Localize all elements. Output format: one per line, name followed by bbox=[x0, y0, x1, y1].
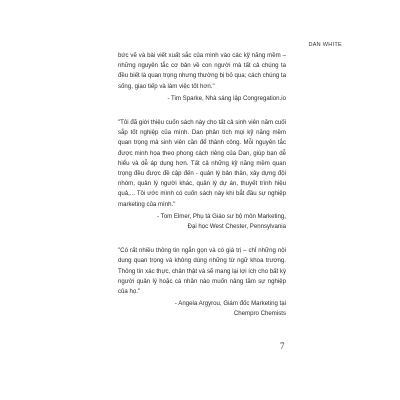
quote-attribution: - Angela Argyrou, Giám đốc Marketing tại bbox=[174, 300, 286, 308]
quote-block bbox=[118, 118, 286, 232]
quote-attribution: - Tim Sparke, Nhà sáng lập Congregation.io bbox=[167, 94, 286, 102]
quote-text: "Tôi đã giới thiệu cuốn sách này cho tất cả sinh viên năm cuối sắp tốt nghiệp của mình. Dan phân tích mọi kỹ năng mềm quan trọng mà sinh viên cần để thành công. Mỗi nguyên tắc được minh họa theo phong cách riêng của Dan, giúp bạn dễ hiểu và dễ áp dụng hơn. Tất cả những kỹ năng mềm quan trọng đều được đề cập đến - quản lý bản thân, xây dựng đội nhóm, quản lý người khác, quản lý dự án, thuyết trình hiệu quả,... Tôi ước mình có cuốn sách này khi bắt đầu sự nghiệp marketing của mình." bbox=[118, 119, 286, 208]
quote-attribution-line2: Chempro Chemists bbox=[233, 310, 286, 318]
quote-block bbox=[118, 246, 286, 319]
quote-text: bức vẽ và bài viết xuất sắc của mình vào các kỹ năng mềm – những nguyên tắc cơ bản về con người mà tất cả chúng ta đều biết là quan trọng nhưng thường bị bỏ qua; cách chúng ta sống, giao tiếp và làm việc tốt hơn." bbox=[118, 52, 287, 90]
quote-attribution: - Tom Elmer, Phụ tá Giáo sư bộ môn Marketing, bbox=[157, 212, 286, 220]
running-header: DAN WHITE bbox=[308, 42, 342, 48]
quote-text: "Có rất nhiều thông tin ngắn gọn và có giá trị – chỉ những nội dung quan trọng và không dùng những từ ngữ khoa trương. Thông tin xác thực, chân thật và sẽ mang lại lợi ích cho bất kỳ người quản lý hoặc cá nhân nào muốn nâng tầm sự nghiệp của họ." bbox=[118, 247, 286, 296]
quote-block bbox=[118, 51, 286, 104]
page-content bbox=[118, 51, 286, 320]
page-number: 7 bbox=[280, 341, 285, 351]
quote-attribution-line2: Đại học West Chester, Pennsylvania bbox=[187, 223, 286, 231]
